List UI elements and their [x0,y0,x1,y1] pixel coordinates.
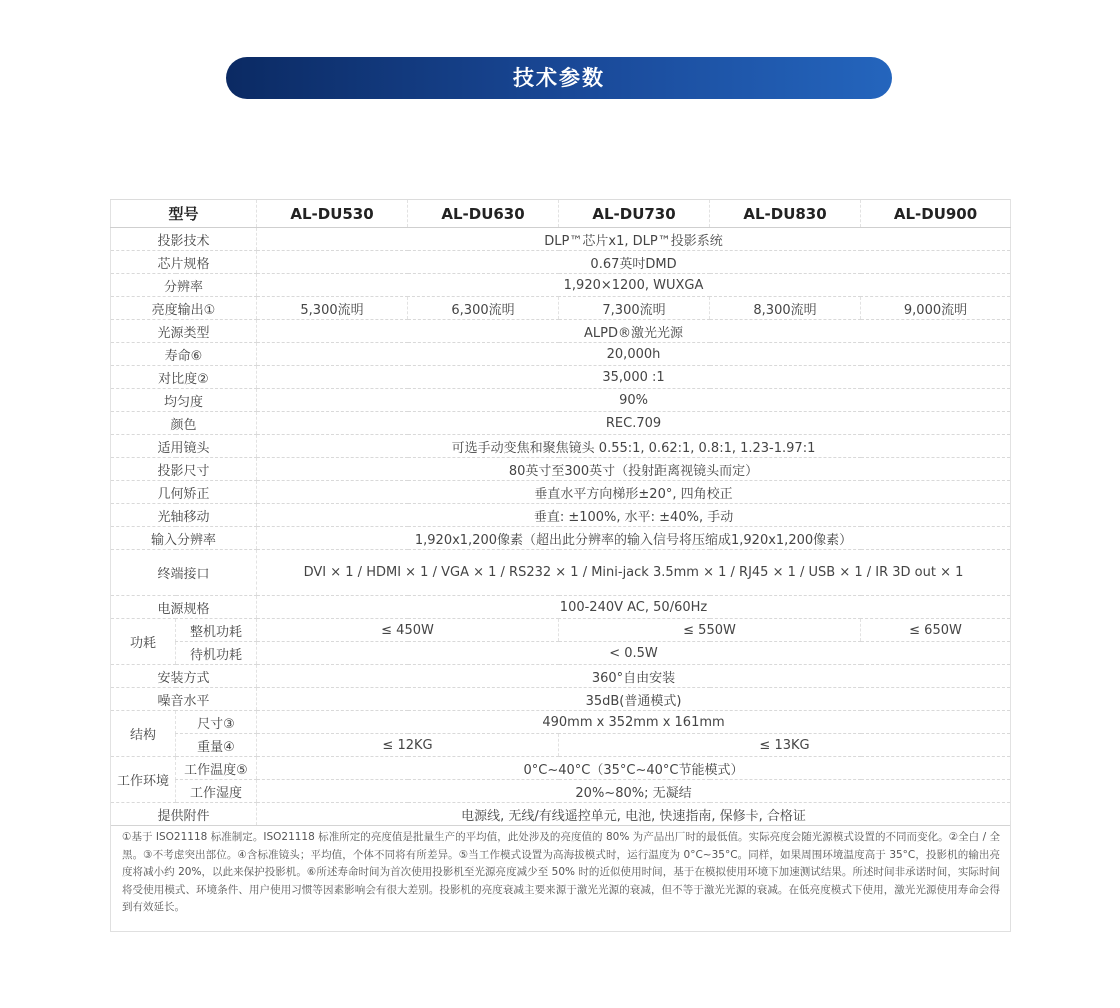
row-value: 1,920×1200, WUXGA [257,274,1011,297]
row-value: ≤ 450W [257,619,559,642]
row-value: 20,000h [257,343,1011,366]
model-name: AL-DU830 [710,200,861,228]
row-value: ≤ 650W [861,619,1011,642]
model-header: 型号 [111,200,257,228]
model-name: AL-DU900 [861,200,1011,228]
row-value: 可选手动变焦和聚焦镜头 0.55:1, 0.62:1, 0.8:1, 1.23-1.97:1 [257,435,1011,458]
table-row [111,274,1011,297]
table-row [111,389,1011,412]
row-label: 工作温度⑤ [176,757,257,780]
row-value: REC.709 [257,412,1011,435]
footnotes: ①基于 ISO21118 标准制定。ISO21118 标准所定的亮度值是批量生产的平均值，此处涉及的亮度值的 80% 为产品出厂时的最低值。实际亮度会随光源模式设置的不同而变化。②全白 / 全黑。③不考虑突出部位。④含标准镜头；平均值，个体不同将有所差异。⑤当工作模式设置为高海拔模式时，运行温度为 0°C~35°C。同样，如果周围环境温度高于 35°C，投影机的输出亮度将减小约 20%，以此来保护投影机。⑥所述寿命时间为首次使用投影机至光源亮度减少至 50% 时的近似使用时间，基于在模拟使用环境下加速测试结果。所述时间非承诺时间，实际时间将受使用模式、环境条件、用户使用习惯等因素影响会有很大差别。投影机的亮度衰减主要来源于激光光源的衰减，但不等于激光光源的衰减。在低亮度模式下使用，激光光源使用寿命会得到有效延长。 [110,821,1011,932]
row-value: 20%~80%; 无凝结 [257,780,1011,803]
model-name: AL-DU530 [257,200,408,228]
row-value: ALPD®激光光源 [257,320,1011,343]
table-row [111,458,1011,481]
row-label: 重量④ [176,734,257,757]
model-name: AL-DU630 [408,200,559,228]
row-value: DLP™芯片x1, DLP™投影系统 [257,228,1011,251]
table-row [111,435,1011,458]
table-row [111,527,1011,550]
row-value: 80英寸至300英寸（投射距离视镜头而定） [257,458,1011,481]
table-row [111,481,1011,504]
row-value: 7,300流明 [559,297,710,320]
row-value: 0.67英吋DMD [257,251,1011,274]
table-row [111,297,1011,320]
row-value: ≤ 13KG [559,734,1011,757]
row-value: 6,300流明 [408,297,559,320]
table-row [111,412,1011,435]
table-row [111,619,1011,642]
table-row [111,711,1011,734]
table-row [111,228,1011,251]
table-row [111,688,1011,711]
group-label: 结构 [111,711,176,757]
row-value: 电源线, 无线/有线遥控单元, 电池, 快速指南, 保修卡, 合格证 [257,803,1011,826]
table-row [111,550,1011,596]
section-title-banner [226,57,892,99]
row-label: 均匀度 [111,389,257,412]
row-label: 亮度输出① [111,297,257,320]
row-label: 寿命⑥ [111,343,257,366]
row-label: 尺寸③ [176,711,257,734]
row-value: 垂直: ±100%, 水平: ±40%, 手动 [257,504,1011,527]
row-value: < 0.5W [257,642,1011,665]
table-row [111,665,1011,688]
row-label: 投影技术 [111,228,257,251]
row-value: ≤ 12KG [257,734,559,757]
table-header-row [111,200,1011,228]
table-row [111,366,1011,389]
row-value: 35dB(普通模式) [257,688,1011,711]
row-label: 整机功耗 [176,619,257,642]
table-row [111,251,1011,274]
table-row [111,596,1011,619]
row-label: 光轴移动 [111,504,257,527]
row-value: 8,300流明 [710,297,861,320]
row-value: DVI × 1 / HDMI × 1 / VGA × 1 / RS232 × 1 / Mini-jack 3.5mm × 1 / RJ45 × 1 / USB × 1 / IR 3D out × 1 [257,550,1011,596]
group-label: 功耗 [111,619,176,665]
group-label: 工作环境 [111,757,176,803]
row-label: 终端接口 [111,550,257,596]
row-label: 噪音水平 [111,688,257,711]
row-label: 输入分辨率 [111,527,257,550]
row-value: 垂直水平方向梯形±20°, 四角校正 [257,481,1011,504]
row-label: 对比度② [111,366,257,389]
row-label: 颜色 [111,412,257,435]
row-value: 490mm x 352mm x 161mm [257,711,1011,734]
table-row [111,504,1011,527]
table-row [111,642,1011,665]
table-row [111,320,1011,343]
row-label: 提供附件 [111,803,257,826]
row-label: 安装方式 [111,665,257,688]
row-label: 分辨率 [111,274,257,297]
table-row [111,734,1011,757]
row-value: 35,000 :1 [257,366,1011,389]
table-row [111,343,1011,366]
row-value: 100-240V AC, 50/60Hz [257,596,1011,619]
spec-table [110,199,1011,826]
row-value: 360°自由安装 [257,665,1011,688]
row-label: 工作湿度 [176,780,257,803]
row-label: 适用镜头 [111,435,257,458]
row-value: 1,920x1,200像素（超出此分辨率的输入信号将压缩成1,920x1,200像素） [257,527,1011,550]
row-label: 光源类型 [111,320,257,343]
row-value: ≤ 550W [559,619,861,642]
table-row [111,757,1011,780]
table-row [111,780,1011,803]
row-label: 芯片规格 [111,251,257,274]
model-name: AL-DU730 [559,200,710,228]
row-label: 投影尺寸 [111,458,257,481]
row-label: 待机功耗 [176,642,257,665]
row-value: 5,300流明 [257,297,408,320]
row-value: 0°C~40°C（35°C~40°C节能模式） [257,757,1011,780]
section-title: 技术参数 [513,66,605,90]
row-value: 90% [257,389,1011,412]
row-label: 几何矫正 [111,481,257,504]
row-label: 电源规格 [111,596,257,619]
row-value: 9,000流明 [861,297,1011,320]
